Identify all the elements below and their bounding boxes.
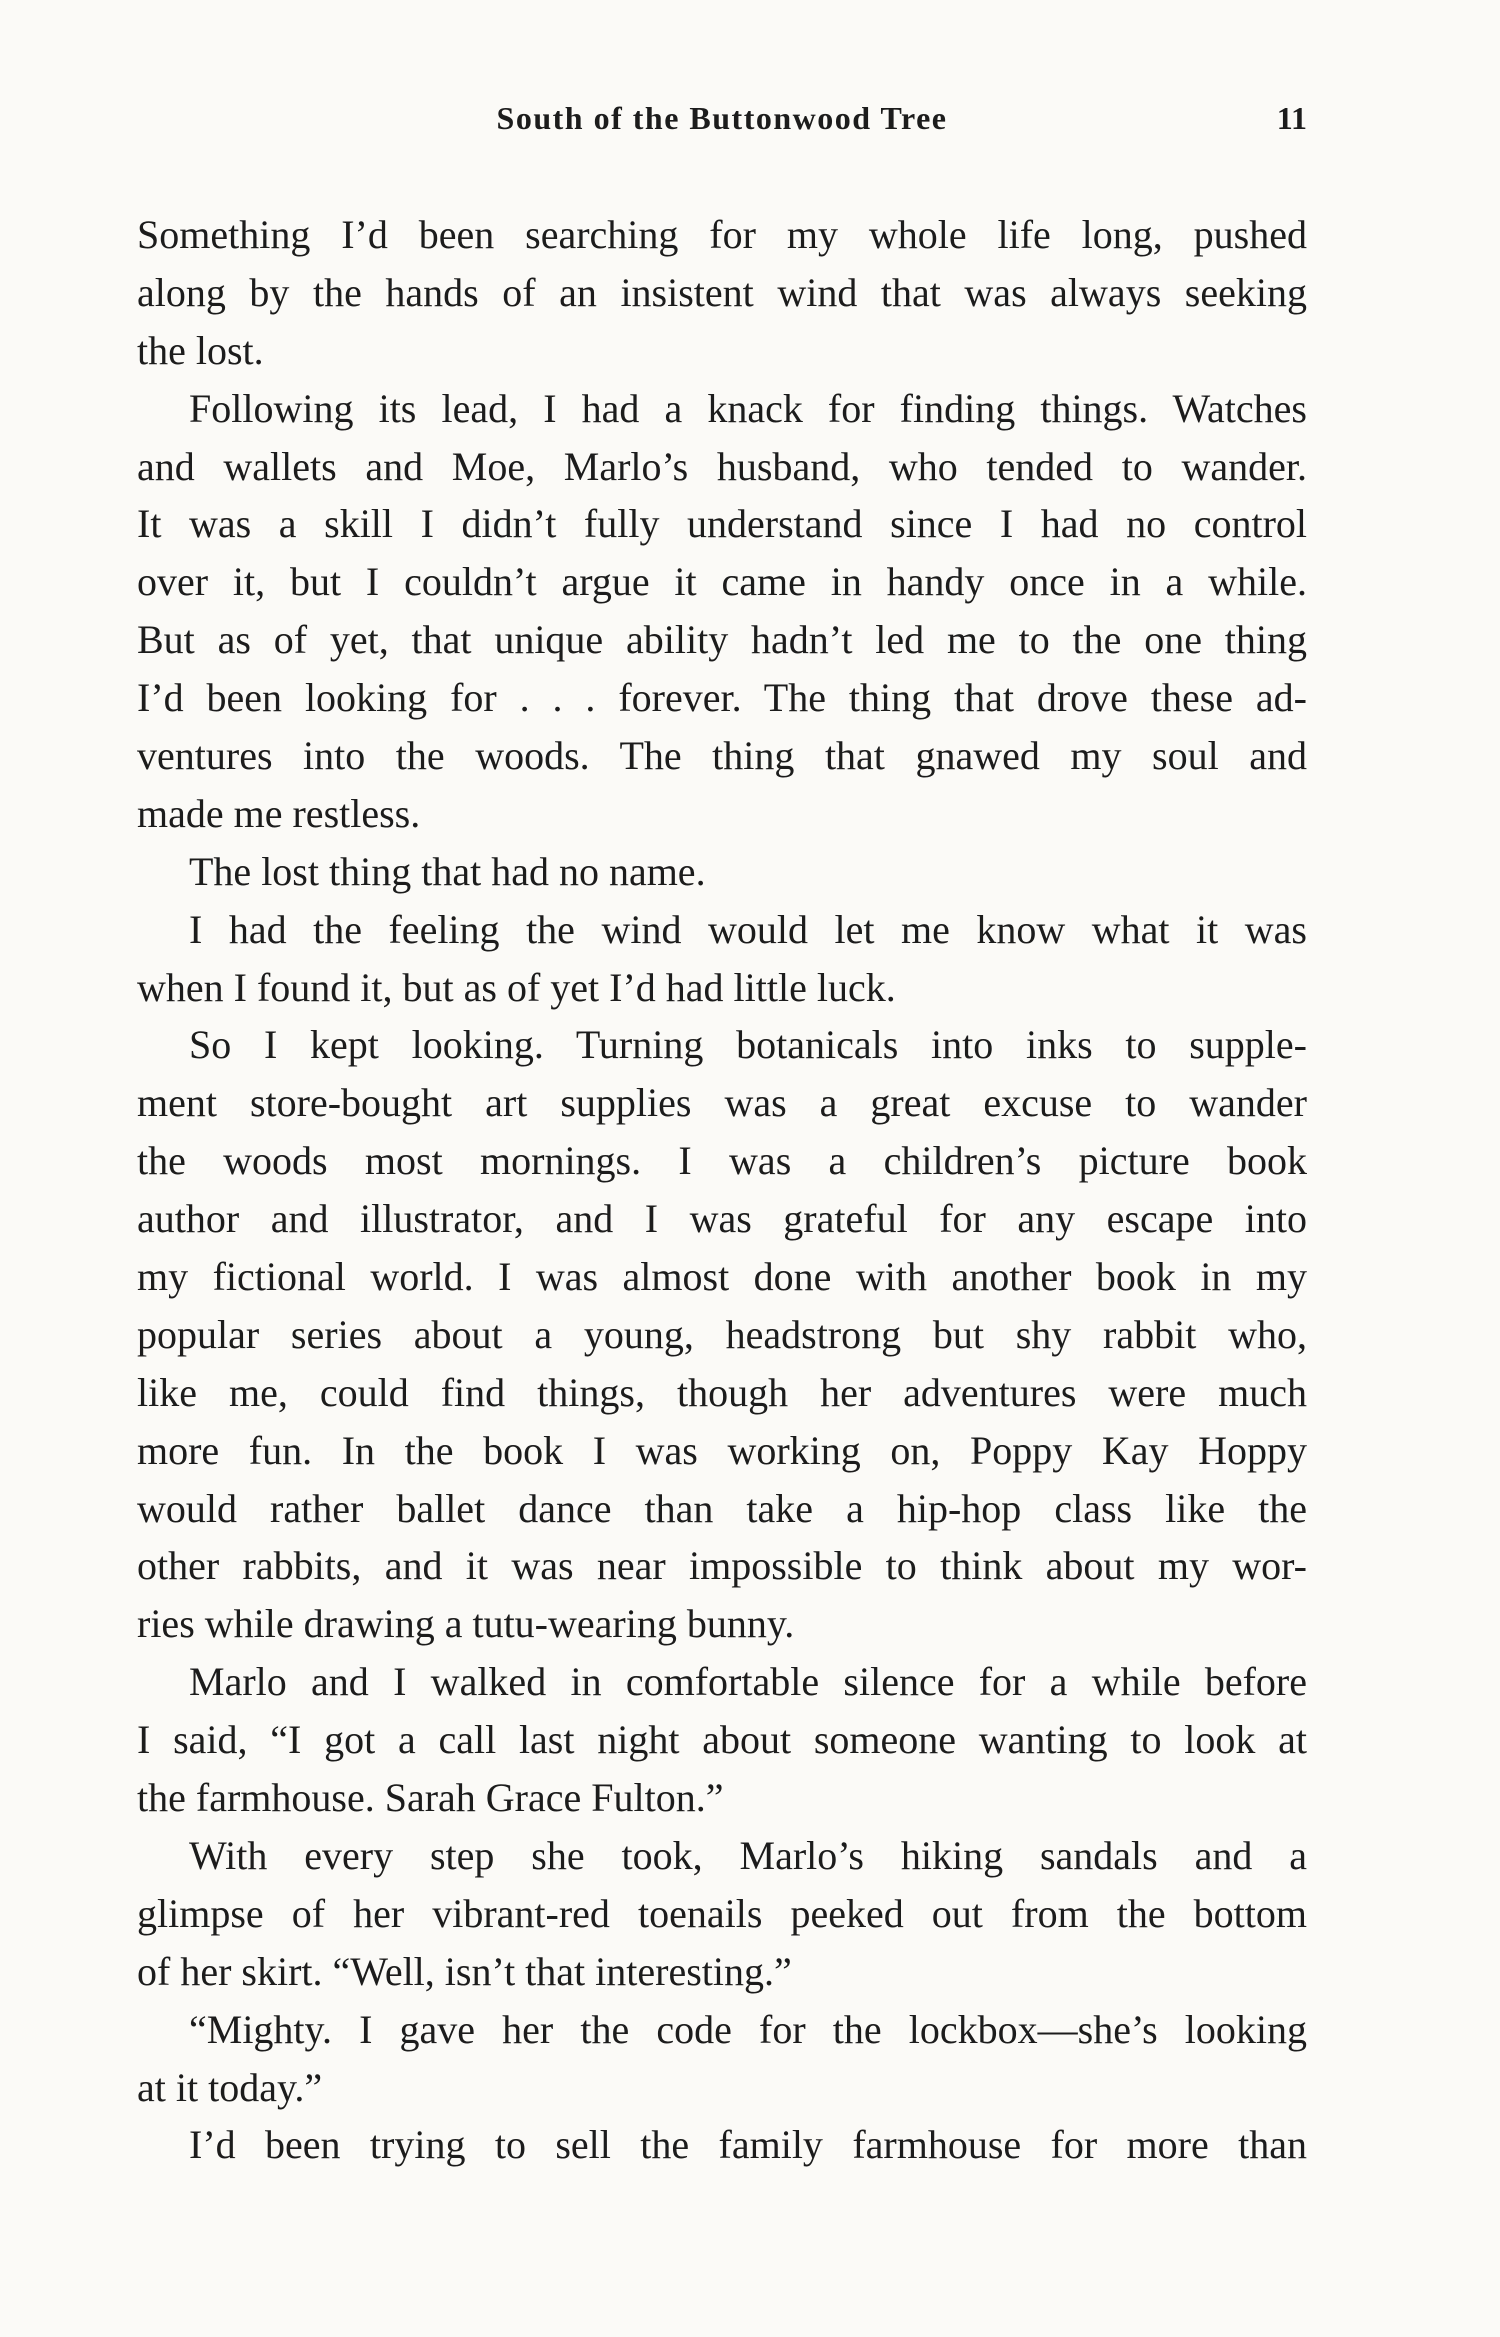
running-header (137, 100, 1307, 160)
text-line: along by the hands of an insistent wind that was always seeking (137, 269, 1307, 315)
text-line: “Mighty. I gave her the code for the lockbox—she’s looking (189, 2006, 1307, 2052)
text-line: other rabbits, and it was near impossible to think about my wor- (137, 1543, 1307, 1589)
text-line: when I found it, but as of yet I’d had little luck. (137, 964, 896, 1010)
text-line: The lost thing that had no name. (189, 848, 706, 894)
text-line: I’d been trying to sell the family farmhouse for more than (189, 2122, 1307, 2168)
text-line: would rather ballet dance than take a hip-hop class like the (137, 1485, 1307, 1531)
text-line: and wallets and Moe, Marlo’s husband, who tended to wander. (137, 443, 1307, 489)
text-line: author and illustrator, and I was grateful for any escape into (137, 1196, 1307, 1242)
text-line: the farmhouse. Sarah Grace Fulton.” (137, 1775, 724, 1821)
text-line: I said, “I got a call last night about someone wanting to look at (137, 1717, 1307, 1763)
text-line: at it today.” (137, 2064, 323, 2110)
text-line: So I kept looking. Turning botanicals into inks to supple- (189, 1022, 1307, 1068)
text-line: my fictional world. I was almost done with another book in my (137, 1254, 1307, 1300)
text-line: Something I’d been searching for my whole life long, pushed (137, 212, 1307, 257)
text-line: ries while drawing a tutu-wearing bunny. (137, 1601, 795, 1647)
text-line: of her skirt. “Well, isn’t that interesting.” (137, 1948, 792, 1994)
text-line: popular series about a young, headstrong but shy rabbit who, (137, 1311, 1307, 1357)
text-line: over it, but I couldn’t argue it came in handy once in a while. (137, 559, 1307, 605)
text-line: Following its lead, I had a knack for finding things. Watches (189, 385, 1307, 431)
text-line: like me, could find things, though her adventures were much (137, 1369, 1307, 1415)
text-line: ventures into the woods. The thing that gnawed my soul and (137, 733, 1307, 779)
text-line: But as of yet, that unique ability hadn’t led me to the one thing (137, 617, 1307, 663)
text-line: With every step she took, Marlo’s hiking sandals and a (189, 1832, 1307, 1878)
text-line: It was a skill I didn’t fully understand since I had no control (137, 501, 1307, 547)
text-line: I’d been looking for . . . forever. The thing that drove these ad- (137, 675, 1307, 721)
text-line: I had the feeling the wind would let me know what it was (189, 906, 1307, 952)
book-title: South of the Buttonwood Tree (496, 100, 948, 136)
text-line: glimpse of her vibrant-red toenails peeked out from the bottom (137, 1890, 1307, 1936)
text-line: made me restless. (137, 790, 421, 836)
page-number: 11 (1276, 100, 1307, 136)
body-text (137, 206, 1307, 2174)
text-line: the lost. (137, 327, 264, 373)
text-line: ment store-bought art supplies was a great excuse to wander (137, 1080, 1307, 1126)
text-line: Marlo and I walked in comfortable silence for a while before (189, 1659, 1307, 1705)
text-line: the woods most mornings. I was a children’s picture book (137, 1138, 1307, 1184)
text-line: more fun. In the book I was working on, Poppy Kay Hoppy (137, 1427, 1307, 1473)
